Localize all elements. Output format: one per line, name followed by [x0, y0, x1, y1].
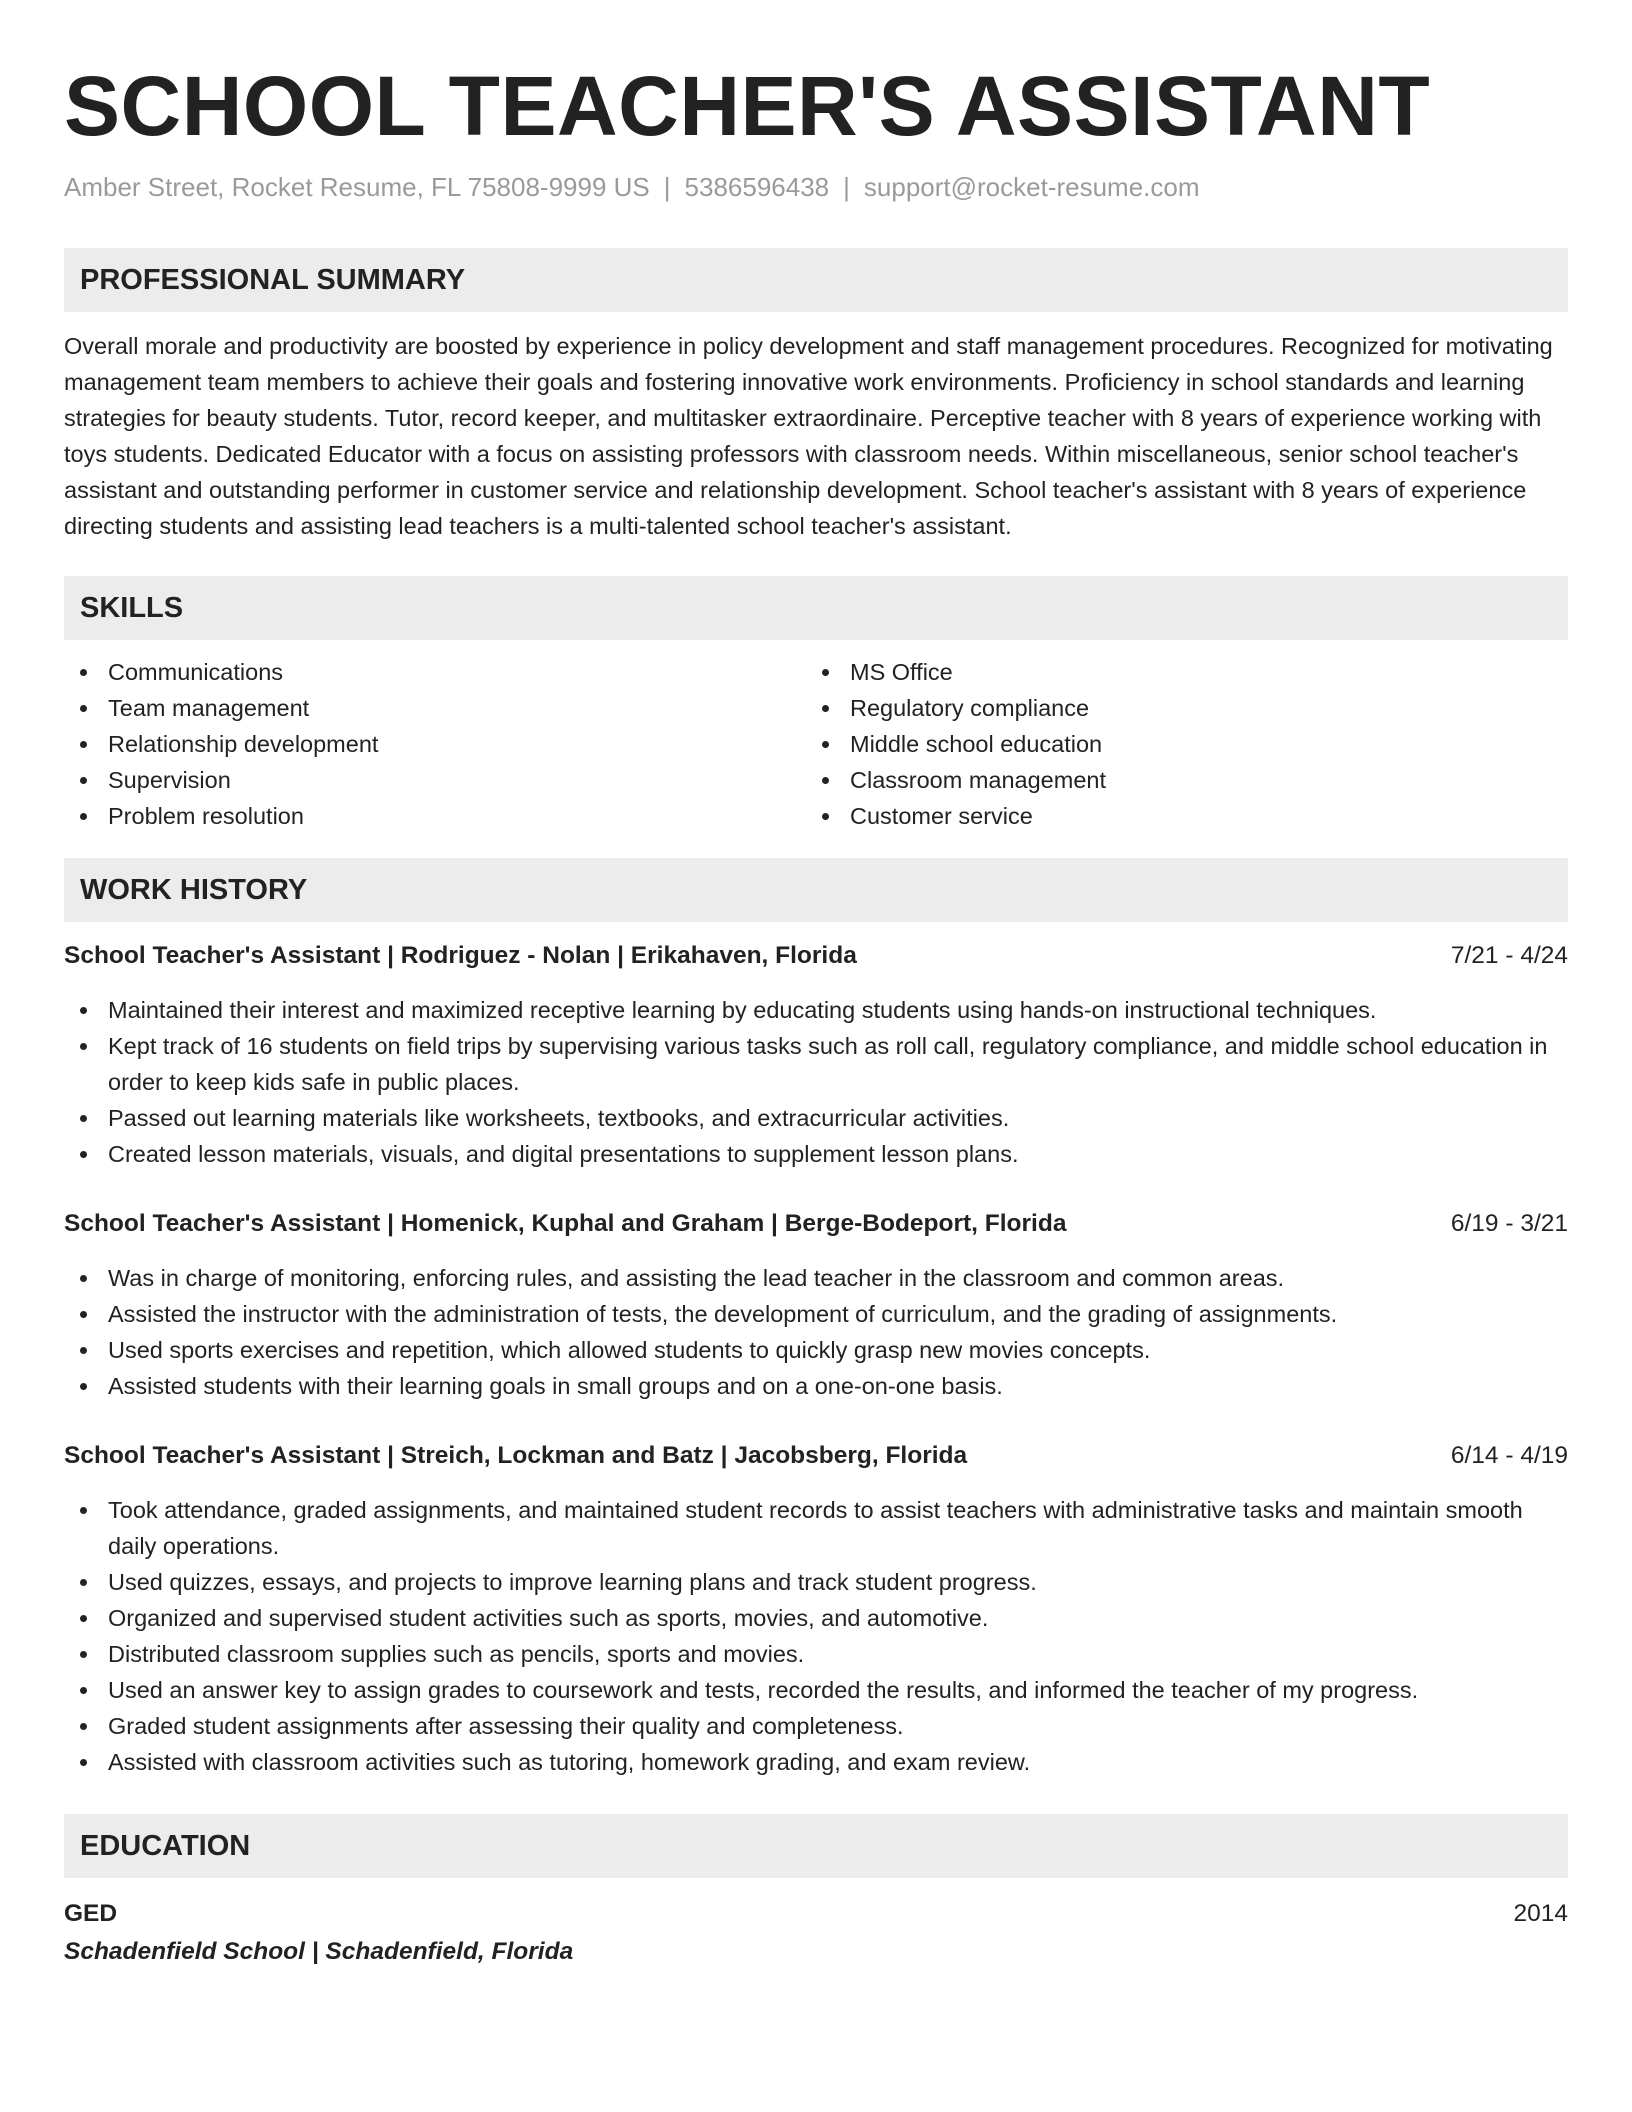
- job-title: School Teacher's Assistant | Homenick, Kuphal and Graham | Berge-Bodeport, Florida: [64, 1210, 1067, 1237]
- job-header: [64, 938, 1568, 974]
- job-bullet: Distributed classroom supplies such as pencils, sports and movies.: [64, 1636, 1568, 1672]
- job-bullets: [64, 1260, 1568, 1404]
- skills-heading: SKILLS: [64, 576, 1568, 640]
- contact-email: support@rocket-resume.com: [863, 172, 1200, 202]
- job-bullet: Maintained their interest and maximized receptive learning by educating students using hands-on instructional techniques.: [64, 992, 1568, 1028]
- job-bullet: Created lesson materials, visuals, and digital presentations to supplement lesson plans.: [64, 1136, 1568, 1172]
- job-bullets: [64, 1492, 1568, 1780]
- job-bullet: Kept track of 16 students on field trips by supervising various tasks such as roll call, regulatory compliance, and middle school education in order to keep kids safe in public places.: [64, 1028, 1568, 1100]
- job-bullet: Used an answer key to assign grades to coursework and tests, recorded the results, and informed the teacher of my progress.: [64, 1672, 1568, 1708]
- skills-list: [64, 654, 1568, 834]
- job-bullet: Assisted the instructor with the administration of tests, the development of curriculum, and the grading of assignments.: [64, 1296, 1568, 1332]
- job-bullet: Organized and supervised student activities such as sports, movies, and automotive.: [64, 1600, 1568, 1636]
- contact-line: [64, 170, 1568, 204]
- job-bullet: Used quizzes, essays, and projects to improve learning plans and track student progress.: [64, 1564, 1568, 1600]
- job-bullet: Used sports exercises and repetition, which allowed students to quickly grasp new movies concepts.: [64, 1332, 1568, 1368]
- work-history-heading: WORK HISTORY: [64, 858, 1568, 922]
- job-title: School Teacher's Assistant | Streich, Lockman and Batz | Jacobsberg, Florida: [64, 1442, 968, 1469]
- job-bullet: Took attendance, graded assignments, and maintained student records to assist teachers with administrative tasks and maintain smooth daily operations.: [64, 1492, 1568, 1564]
- job-dates: 6/19 - 3/21: [1450, 1210, 1568, 1237]
- summary-text: Overall morale and productivity are boosted by experience in policy development and staff management procedures. Recognized for motivating management team members to achieve their goals and fostering innovative work environments. Proficiency in school standards and learning strategies for beauty students. Tutor, record keeper, and multitasker extraordinaire. Perceptive teacher with 8 years of experience working with toys students. Dedicated Educator with a focus on assisting professors with classroom needs. Within miscellaneous, senior school teacher's assistant and outstanding performer in customer service and relationship development. School teacher's assistant with 8 years of experience directing students and assisting lead teachers is a multi-talented school teacher's assistant.: [64, 333, 1553, 539]
- skill-item: MS Office: [806, 654, 1548, 690]
- job-dates: 7/21 - 4/24: [1450, 942, 1568, 969]
- skills-column-left: [64, 654, 806, 834]
- job-bullet: Was in charge of monitoring, enforcing rules, and assisting the lead teacher in the classroom and common areas.: [64, 1260, 1568, 1296]
- skill-item: Relationship development: [64, 726, 806, 762]
- job-bullet: Passed out learning materials like worksheets, textbooks, and extracurricular activities.: [64, 1100, 1568, 1136]
- contact-address: Amber Street, Rocket Resume, FL 75808-9999 US: [64, 172, 650, 202]
- job-dates: 6/14 - 4/19: [1450, 1442, 1568, 1469]
- education-school: Schadenfield School | Schadenfield, Florida: [64, 1938, 574, 1965]
- job-entry: [64, 1206, 1568, 1404]
- skill-item: Communications: [64, 654, 806, 690]
- education-degree: GED: [64, 1900, 118, 1927]
- job-bullet: Assisted students with their learning goals in small groups and on a one-on-one basis.: [64, 1368, 1568, 1404]
- skill-item: Problem resolution: [64, 798, 806, 834]
- skill-item: Team management: [64, 690, 806, 726]
- job-bullet: Assisted with classroom activities such as tutoring, homework grading, and exam review.: [64, 1744, 1568, 1780]
- resume-name: SCHOOL TEACHER'S ASSISTANT: [64, 59, 1431, 153]
- skill-item: Customer service: [806, 798, 1548, 834]
- education-year: 2014: [1513, 1900, 1568, 1927]
- skill-item: Regulatory compliance: [806, 690, 1548, 726]
- education-header: [64, 1896, 1568, 1932]
- job-entry: [64, 1438, 1568, 1780]
- skill-item: Middle school education: [806, 726, 1548, 762]
- education-heading: EDUCATION: [64, 1814, 1568, 1878]
- job-bullet: Graded student assignments after assessing their quality and completeness.: [64, 1708, 1568, 1744]
- job-title: School Teacher's Assistant | Rodriguez - Nolan | Erikahaven, Florida: [64, 942, 857, 969]
- contact-separator: |: [663, 172, 671, 202]
- skill-item: Supervision: [64, 762, 806, 798]
- summary-heading: PROFESSIONAL SUMMARY: [64, 248, 1568, 312]
- contact-phone: 5386596438: [684, 172, 830, 202]
- job-bullets: [64, 992, 1568, 1172]
- skills-column-right: [806, 654, 1548, 834]
- job-header: [64, 1438, 1568, 1474]
- job-entry: [64, 938, 1568, 1172]
- skill-item: Classroom management: [806, 762, 1548, 798]
- contact-separator: |: [843, 172, 850, 202]
- job-header: [64, 1206, 1568, 1242]
